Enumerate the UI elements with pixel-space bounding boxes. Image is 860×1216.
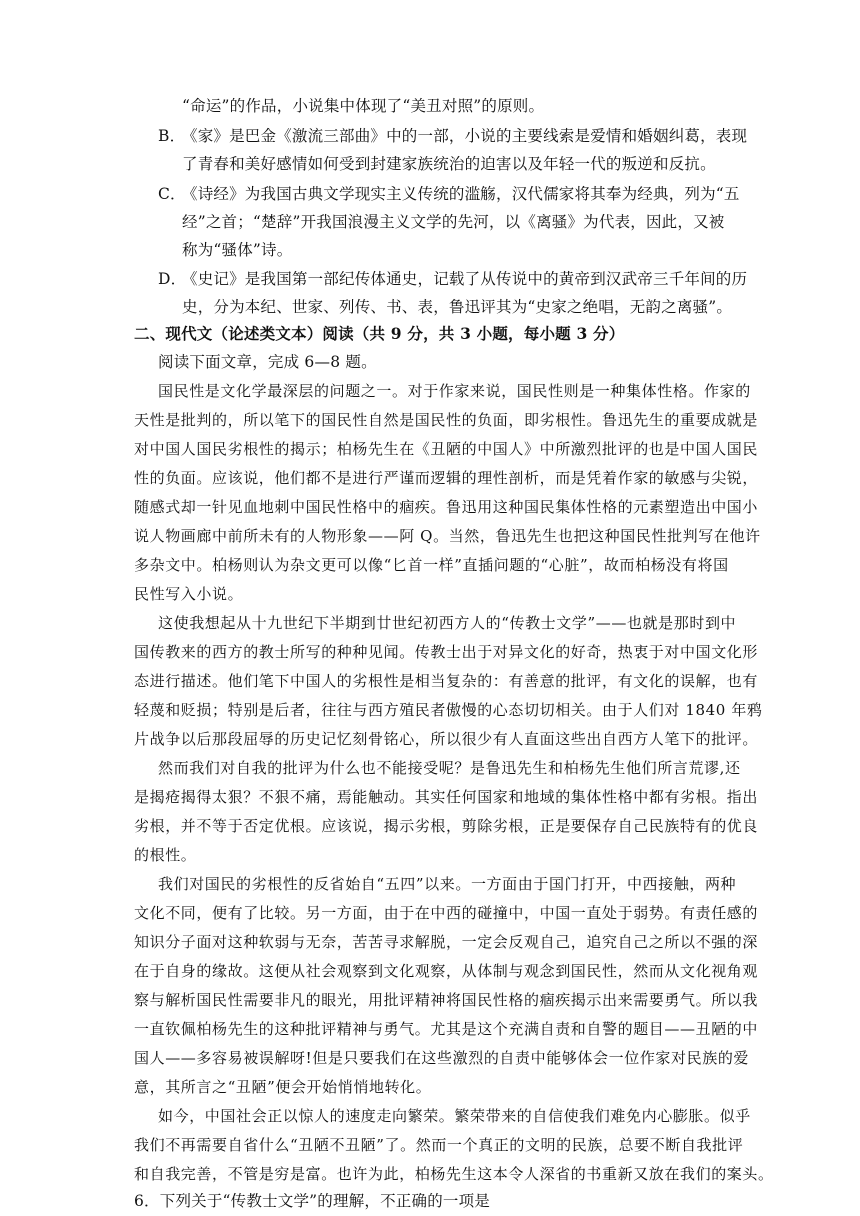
passage-p4-line: 意，其所言之“丑陋”便会开始悄悄地转化。 (134, 1078, 432, 1096)
passage-p3-line: 是揭疮揭得太狠？不狠不痛，焉能触动。其实任何国家和地域的集体性格中都有劣根。指出 (134, 788, 759, 806)
passage-p4-line: 一直钦佩柏杨先生的这种批评精神与勇气。尤其是这个充满自责和自警的题目——丑陋的中 (134, 1020, 759, 1038)
passage-p1-line: 民性写入小说。 (134, 585, 244, 603)
option-d-line-1 (158, 269, 747, 289)
option-b-line-1 (158, 126, 747, 146)
passage-p1-line: 国民性是文化学最深层的问题之一。对于作家来说，国民性则是一种集体性格。作家的 (158, 382, 751, 400)
passage-p5-line: 如今，中国社会正以惊人的速度走向繁荣。繁荣带来的自信使我们难免内心膨胀。似乎 (158, 1107, 751, 1125)
option-b-label: B． (158, 127, 186, 145)
passage-p1-line: 说人物画廊中前所未有的人物形象——阿 Q。当然，鲁迅先生也把这种国民性批判写在他许 (134, 527, 761, 545)
passage-p4-line: 知识分子面对这种软弱与无奈，苦苦寻求解脱，一定会反观自己，追究自己之所以不强的深 (134, 933, 759, 951)
passage-p4-line: 察与解析国民性需要非凡的眼光，用批评精神将国民性格的痼疾揭示出来需要勇气。所以我 (134, 991, 759, 1009)
option-c-label: C． (158, 185, 186, 203)
option-c-text-1: 《诗经》为我国古典文学现实主义传统的滥觞，汉代儒家将其奉为经典，列为“五 (182, 185, 740, 203)
option-c-line-2: 经”之首；“楚辞”开我国浪漫主义文学的先河，以《离骚》为代表，因此，又被 (182, 213, 725, 231)
passage-p2-line: 国传教来的西方的教士所写的种种见闻。传教士出于对异文化的好奇，热衷于对中国文化形 (134, 643, 759, 661)
option-d-label: D． (158, 270, 187, 288)
passage-p1-line: 对中国人国民劣根性的揭示；柏杨先生在《丑陋的中国人》中所激烈批评的也是中国人国民 (134, 440, 759, 458)
passage-p5-line: 和自我完善，不管是穷是富。也许为此，柏杨先生这本令人深省的书重新又放在我们的案头。 (134, 1165, 774, 1183)
passage-p3-line: 然而我们对自我的批评为什么也不能接受呢？是鲁迅先生和柏杨先生他们所言荒谬,还 (158, 759, 741, 777)
passage-p2-line: 态进行描述。他们笔下中国人的劣根性是相当复杂的：有善意的批评，有文化的误解，也有 (134, 672, 759, 690)
passage-p5-line: 我们不再需要自省什么“丑陋不丑陋”了。然而一个真正的文明的民族，总要不断自我批评 (134, 1136, 744, 1154)
question-6-stem: 6．下列关于“传教士文学”的理解，不正确的一项是 (134, 1192, 491, 1210)
option-c-line-1 (158, 184, 740, 204)
passage-p3-line: 劣根，并不等于否定优根。应该说，揭示劣根，剪除劣根，正是要保存自己民族特有的优良 (134, 817, 759, 835)
option-d-text-1: 《史记》是我国第一部纪传体通史，记载了从传说中的黄帝到汉武帝三千年间的历 (182, 270, 748, 288)
passage-p4-line: 国人——多容易被误解呀!但是只要我们在这些激烈的自责中能够体会一位作家对民族的爱 (134, 1049, 750, 1067)
passage-p1-line: 多杂文中。柏杨则认为杂文更可以像“匕首一样”直插问题的“心脏”，故而柏杨没有将国 (134, 556, 729, 574)
passage-p1-line: 天性是批判的，所以笔下的国民性自然是国民性的负面，即劣根性。鲁迅先生的重要成就是 (134, 411, 759, 429)
section-heading: 二、现代文（论述类文本）阅读（共 9 分，共 3 小题，每小题 3 分） (134, 324, 625, 343)
passage-p2-line: 片战争以后那段屈辱的历史记忆刻骨铭心，所以很少有人直面这些出自西方人笔下的批评。 (134, 730, 759, 748)
passage-p3-line: 的根性。 (134, 846, 197, 864)
option-b-text-1: 《家》是巴金《激流三部曲》中的一部，小说的主要线索是爱情和婚姻纠葛，表现 (182, 127, 748, 145)
passage-p2-line: 轻蔑和贬损；特别是后者，往往与西方殖民者傲慢的心态切切相关。由于人们对 1840 年鸦 (134, 701, 763, 719)
passage-p4-line: 文化不同，便有了比较。另一方面，由于在中西的碰撞中，中国一直处于弱势。有责任感的 (134, 904, 759, 922)
option-b-line-2: 了青春和美好感情如何受到封建家族统治的迫害以及年轻一代的叛逆和反抗。 (182, 155, 716, 173)
passage-p4-line: 我们对国民的劣根性的反省始自“五四”以来。一方面由于国门打开，中西接触，两种 (158, 875, 737, 893)
passage-p1-line: 性的负面。应该说，他们都不是进行严谨而逻辑的理性剖析，而是凭着作家的敏感与尖锐， (134, 469, 759, 487)
passage-p4-line: 在于自身的缘故。这便从社会观察到文化观察，从体制与观念到国民性，然而从文化视角观 (134, 962, 759, 980)
option-c-line-3: 称为“骚体”诗。 (182, 241, 293, 259)
section-instruction: 阅读下面文章，完成 6—8 题。 (158, 353, 377, 371)
passage-p2-line: 这使我想起从十九世纪下半期到廿世纪初西方人的“传教士文学”——也就是那时到中 (158, 614, 737, 632)
option-a-continuation: “命运”的作品，小说集中体现了“美丑对照”的原则。 (182, 97, 545, 115)
option-d-line-2: 史，分为本纪、世家、列传、书、表，鲁迅评其为“史家之绝唱，无韵之离骚”。 (182, 298, 733, 316)
passage-p1-line: 随感式却一针见血地刺中国民性格中的痼疾。鲁迅用这种国民集体性格的元素塑造出中国小 (134, 498, 759, 516)
